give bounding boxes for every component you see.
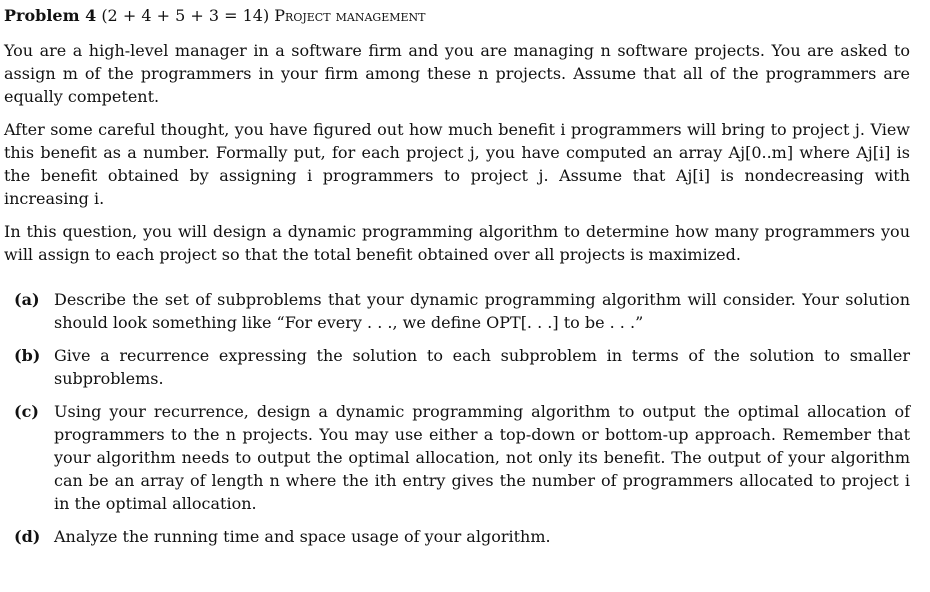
subquestion-d (14, 525, 910, 548)
subquestion-list (4, 288, 910, 548)
subquestion-a (14, 288, 910, 334)
problem-name: Project management (274, 6, 426, 25)
subquestion-c (14, 400, 910, 515)
subquestion-label: (a) (14, 290, 40, 309)
subquestion-label: (c) (14, 402, 39, 421)
subquestion-text: Using your recurrence, design a dynamic programming algorithm to output the optimal allocation of programmers to the n projects. You may use either a top-down or bottom-up approach. Remember that your algorithm needs to output the optimal allocation, not only its benefit. The output of your algorithm can be an array of length n where the ith entry gives the number of programmers allocated to project i in the optimal allocation. (54, 402, 910, 513)
problem-points: (2 + 4 + 5 + 3 = 14) (101, 6, 270, 25)
task-paragraph: In this question, you will design a dynamic programming algorithm to determine how many programmers you will assign to each project so that the total benefit obtained over all projects is maximized. (4, 222, 910, 264)
subquestion-text: Give a recurrence expressing the solution to each subproblem in terms of the solution to smaller subproblems. (54, 346, 910, 388)
subquestion-text: Describe the set of subproblems that your dynamic programming algorithm will consider. Your solution should look something like “For every . . ., we define OPT[. . .] to be . . .” (54, 290, 910, 332)
problem-label: Problem 4 (4, 6, 97, 25)
problem-heading (4, 4, 910, 27)
benefit-paragraph: After some careful thought, you have figured out how much benefit i programmers will bring to project j. View this benefit as a number. Formally put, for each project j, you have computed an array Aj[0..m] where Aj[i] is the benefit obtained by assigning i programmers to project j. Assume that Aj[i] is nondecreasing with increasing i. (4, 120, 910, 208)
subquestion-label: (b) (14, 346, 41, 365)
subquestion-b (14, 344, 910, 390)
subquestion-text: Analyze the running time and space usage of your algorithm. (54, 527, 551, 546)
intro-paragraph: You are a high-level manager in a software firm and you are managing n software projects. You are asked to assign m of the programmers in your firm among these n projects. Assume that all of the programmers are equally competent. (4, 41, 910, 106)
subquestion-label: (d) (14, 527, 41, 546)
